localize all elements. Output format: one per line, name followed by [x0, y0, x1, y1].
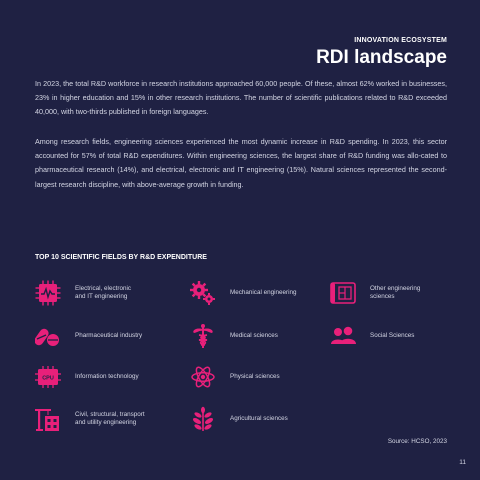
field-label: Pharmaceutical industry [75, 332, 143, 339]
fields-section-title: TOP 10 SCIENTIFIC FIELDS BY R&D EXPENDITURE [35, 254, 207, 261]
field-medical-sciences [190, 321, 340, 351]
field-label: Mechanical engineering [230, 289, 297, 296]
field-electrical-engineering [35, 278, 185, 308]
field-label: Agricultural sciences [230, 415, 288, 422]
people-icon [330, 323, 356, 349]
field-label: Electrical, electronic and IT engineering [75, 285, 131, 300]
field-label: Civil, structural, transport and utility engineering [75, 411, 145, 426]
field-social-sciences [330, 321, 480, 351]
field-pharmaceutical [35, 321, 185, 351]
field-physical-sciences [190, 362, 340, 392]
field-other-engineering [330, 278, 480, 308]
circuit-chip-icon [35, 280, 61, 306]
section-kicker: INNOVATION ECOSYSTEM [354, 37, 447, 44]
research-fields-paragraph: Among research fields, engineering sciences experienced the most dynamic increase in R&D spending. In 2023, this sector accounted for 57% of total R&D expenditures. Within engineering sciences, the largest share of R&D funding was allo-cated to pharmaceutical research (14%), and electrical, electronic and IT engineering (15%). Natural sciences represented the second-largest research discipline, with above-average growth in funding. [35, 137, 447, 189]
field-label: Social Sciences [370, 332, 415, 339]
blueprint-icon [330, 280, 356, 306]
field-information-technology [35, 362, 185, 392]
field-label: Other engineering sciences [370, 285, 421, 300]
plant-icon [190, 406, 216, 432]
field-label: Information technology [75, 373, 139, 380]
field-mechanical-engineering [190, 278, 340, 308]
crane-building-icon [35, 406, 61, 432]
caduceus-icon [190, 323, 216, 349]
cpu-icon [35, 364, 61, 390]
pills-icon [35, 323, 61, 349]
gears-icon [190, 280, 216, 306]
source-note: Source: HCSO, 2023 [387, 438, 447, 445]
field-agricultural-sciences [190, 404, 340, 434]
field-label: Physical sciences [230, 373, 280, 380]
intro-paragraph: In 2023, the total R&D workforce in research institutions approached 60,000 people. Of these, almost 62% worked in businesses, 23% in higher education and 15% in other research institutions. The number of scientific publications related to R&D exceeded 40,000, with two-thirds published in foreign languages. [35, 79, 447, 117]
atom-icon [190, 364, 216, 390]
page-number: 11 [459, 459, 466, 466]
cpu-icon-text: CPU [42, 375, 54, 382]
field-civil-engineering [35, 404, 185, 434]
page-title: RDI landscape [316, 47, 447, 68]
field-label: Medical sciences [230, 332, 278, 339]
